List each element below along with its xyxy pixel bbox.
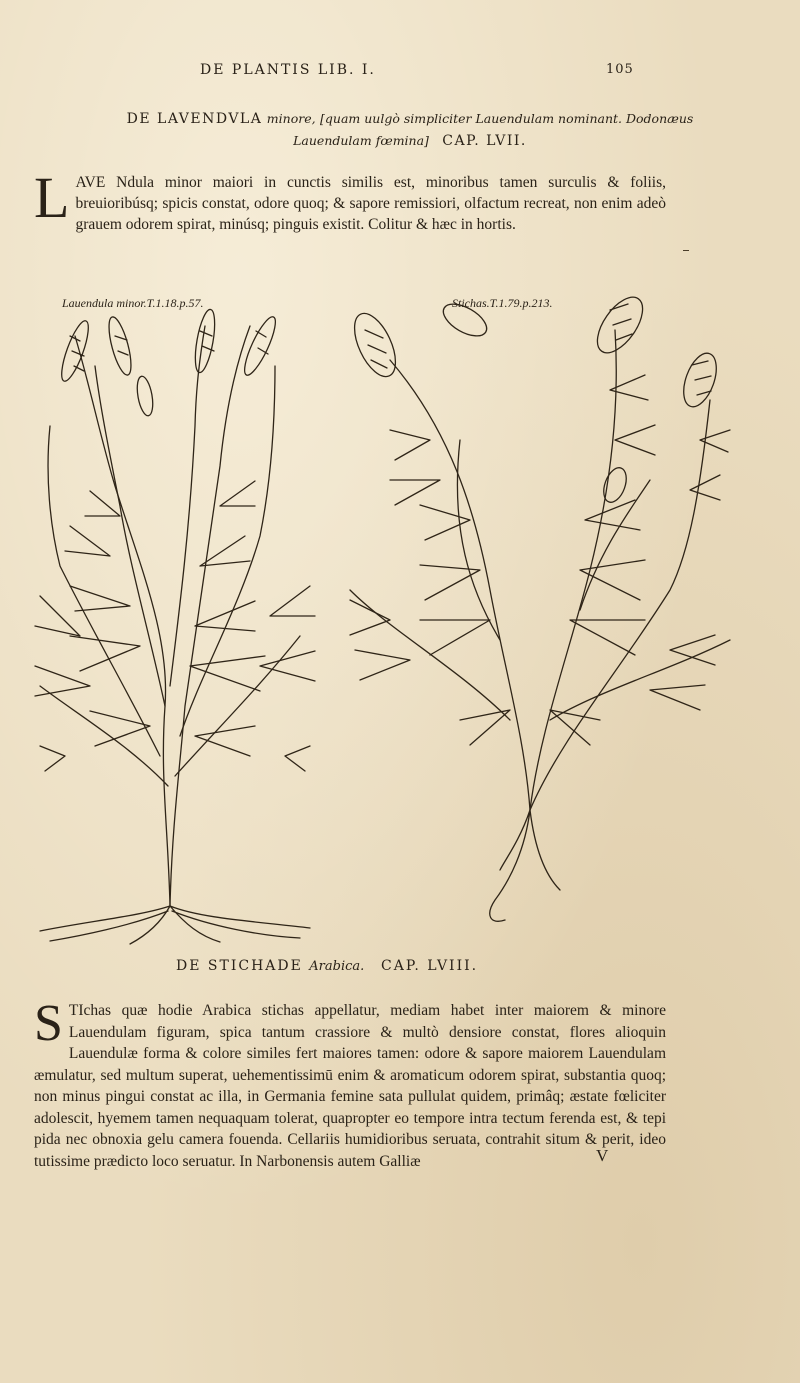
signature-mark: V: [596, 1146, 609, 1165]
chapter-58-paragraph: [34, 995, 666, 1172]
caption-stichas: Stichas.T.1.79.p.213.: [452, 296, 553, 310]
chapter-57-heading: [90, 108, 730, 152]
chapter-58-text: TIchas quæ hodie Arabica stichas appellatur, mediam habet inter maiorem & minore Lauendulam figuram, spica tantum crassiore & multò densiore constat, flores alioquin Lauendulæ forma & colore similes fert maiores tamen: odore & sapore maiorem Lauendulam æmulatur, sed multum superat, uehementissimū enim & aromaticum odorem spirat, substantia quoq; non minus pingui constat ac illa, in Germania femine sata pullulat quidem, primâq; æstate fœliciter adolescit, hyemem tamen nequaquam tolerat, quapropter eo tempore intra tectum ferenda est, & tepi pida nec obnoxia gelu camera fouenda. Cellariis humidioribus seruata, contrahit situm & perit, ideo tutissime prædicto loco seruatur. In Narbonensis autem Galliæ: [34, 1002, 666, 1170]
chapter-57-text: AVE Ndula minor maiori in cunctis similis est, minoribus tamen surculis & foliis, breuioribúsq; spicis constat, odore quoq; & sapore remissiori, olfactum recreat, non enim adeò grauem odorem spirat, minúsq; pinguis existit. Colitur & hæc in hortis.: [75, 174, 666, 233]
chapter-58-heading: [176, 958, 636, 974]
chapter-57-paragraph: [34, 165, 666, 235]
chapter-58-cap-label: CAP. LVIII.: [381, 958, 479, 974]
lavender-minor-woodcut: [20, 306, 330, 946]
running-head: [0, 62, 800, 82]
chapter-57-title-note: [quam uulgò simpliciter Lauendulam nominant. Dodonæus Lauendulam fœmina]: [293, 111, 694, 148]
running-head-title: DE PLANTIS LIB. I.: [200, 62, 376, 78]
chapter-57-title-italic: minore,: [266, 111, 316, 126]
chapter-58-title-italic: Arabica.: [309, 959, 365, 974]
chapter-58-title: DE STICHADE: [176, 958, 303, 974]
chapter-58-dropcap: S: [34, 995, 63, 1052]
page-number: 105: [606, 62, 634, 77]
chapter-57-dropcap: L: [34, 165, 70, 230]
stichas-woodcut: [330, 290, 750, 930]
chapter-57-cap-label: CAP. LVII.: [442, 133, 527, 149]
chapter-57-title: DE LAVENDVLA: [126, 111, 263, 127]
margin-mark: [683, 250, 689, 251]
caption-lavender-minor: Lauendula minor.T.1.18.p.57.: [62, 296, 204, 310]
